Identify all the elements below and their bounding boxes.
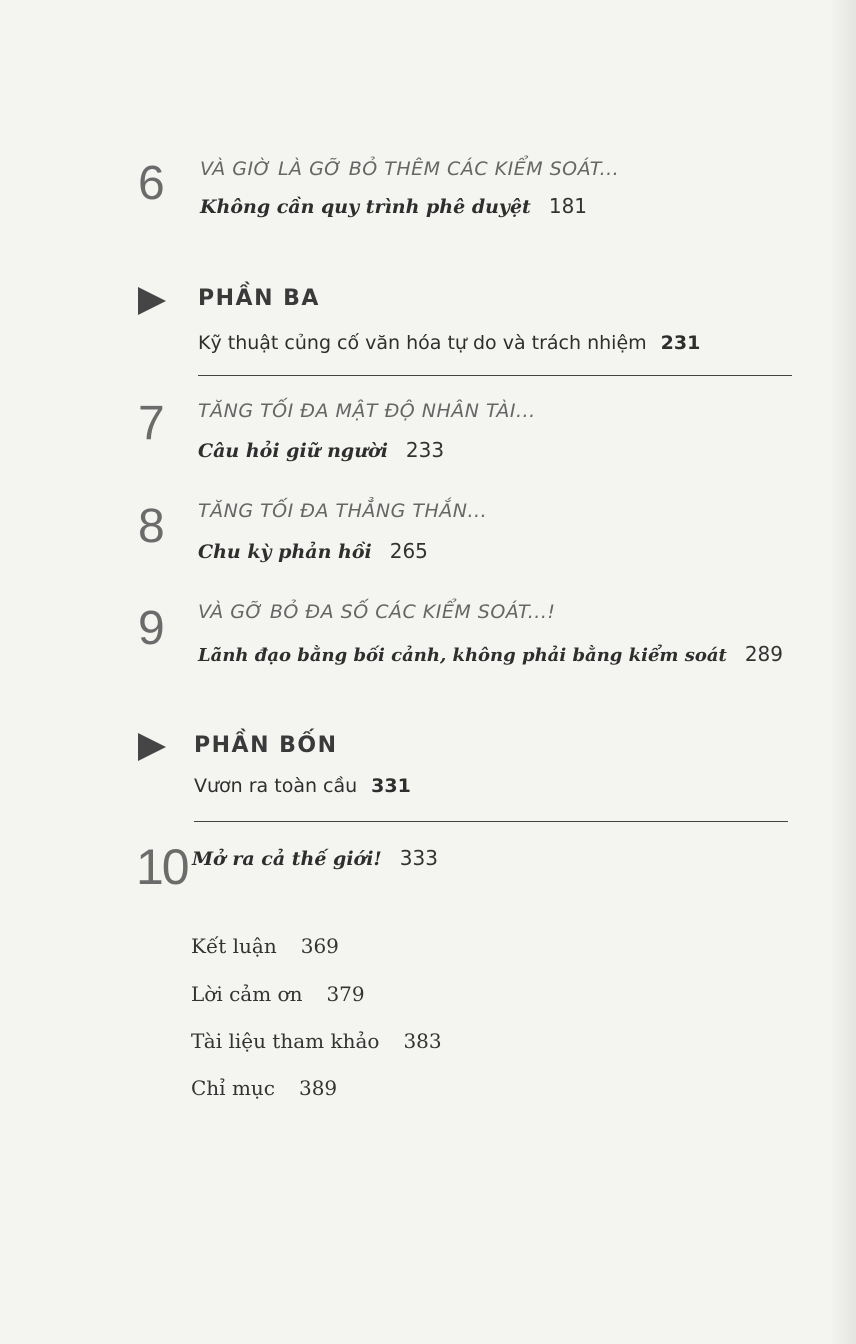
chapter-10-page: 333	[399, 846, 438, 870]
back-matter-item[interactable]	[191, 934, 339, 958]
chapter-6-number: 6	[138, 157, 163, 210]
part-4-divider	[194, 821, 788, 822]
chapter-6-subtitle: Không cần quy trình phê duyệt	[200, 196, 531, 218]
chapter-8-number: 8	[138, 500, 163, 553]
chapter-9-entry[interactable]	[198, 642, 783, 666]
chapter-7-entry[interactable]	[198, 438, 444, 462]
chapter-9-title: VÀ GỠ BỎ ĐA SỐ CÁC KIỂM SOÁT...!	[198, 601, 556, 623]
back-matter-label: Kết luận	[191, 934, 277, 958]
back-matter-page: 379	[326, 982, 365, 1006]
back-matter-item[interactable]	[191, 1029, 442, 1053]
chapter-6-page: 181	[548, 194, 588, 218]
chapter-9-subtitle: Lãnh đạo bằng bối cảnh, không phải bằng kiểm soát	[198, 645, 727, 666]
back-matter-page: 369	[300, 934, 339, 958]
back-matter-label: Chỉ mục	[191, 1076, 275, 1100]
chapter-10-number: 10	[136, 839, 188, 895]
back-matter-item[interactable]	[191, 1076, 337, 1100]
chapter-8-entry[interactable]	[198, 539, 428, 563]
part-3-entry[interactable]	[198, 332, 700, 354]
chapter-10-entry[interactable]	[192, 846, 438, 870]
part-4-subtitle: Vươn ra toàn cầu	[194, 775, 358, 797]
chapter-6-entry[interactable]	[200, 194, 587, 218]
page-edge-shadow	[830, 0, 856, 1344]
back-matter-page: 383	[403, 1029, 442, 1053]
chapter-7-title: TĂNG TỐI ĐA MẬT ĐỘ NHÂN TÀI...	[198, 400, 536, 422]
chapter-7-number: 7	[138, 397, 163, 450]
part-4-arrow-icon	[138, 733, 166, 761]
part-4-entry[interactable]	[194, 775, 411, 797]
part-4-label: PHẦN BỐN	[194, 733, 338, 758]
chapter-8-title: TĂNG TỐI ĐA THẲNG THẮN...	[198, 500, 488, 522]
part-3-page: 231	[660, 332, 701, 354]
part-3-subtitle: Kỹ thuật củng cố văn hóa tự do và trách nhiệm	[198, 332, 647, 354]
chapter-7-subtitle: Câu hỏi giữ người	[198, 440, 388, 462]
back-matter-label: Lời cảm ơn	[191, 982, 303, 1006]
back-matter-item[interactable]	[191, 982, 365, 1006]
chapter-7-page: 233	[405, 438, 445, 462]
back-matter-page: 389	[298, 1076, 338, 1100]
part-3-divider	[198, 375, 792, 376]
chapter-6-title: VÀ GIỜ LÀ GỠ BỎ THÊM CÁC KIỂM SOÁT...	[200, 158, 620, 180]
part-3-arrow-icon	[138, 287, 166, 315]
chapter-8-subtitle: Chu kỳ phản hồi	[198, 541, 372, 563]
chapter-9-number: 9	[138, 602, 163, 655]
back-matter-label: Tài liệu tham khảo	[191, 1029, 380, 1053]
chapter-10-subtitle: Mở ra cả thế giới!	[192, 848, 382, 870]
part-4-page: 331	[371, 775, 411, 797]
chapter-8-page: 265	[389, 539, 428, 563]
part-3-label: PHẦN BA	[198, 286, 320, 311]
chapter-9-page: 289	[744, 642, 784, 666]
